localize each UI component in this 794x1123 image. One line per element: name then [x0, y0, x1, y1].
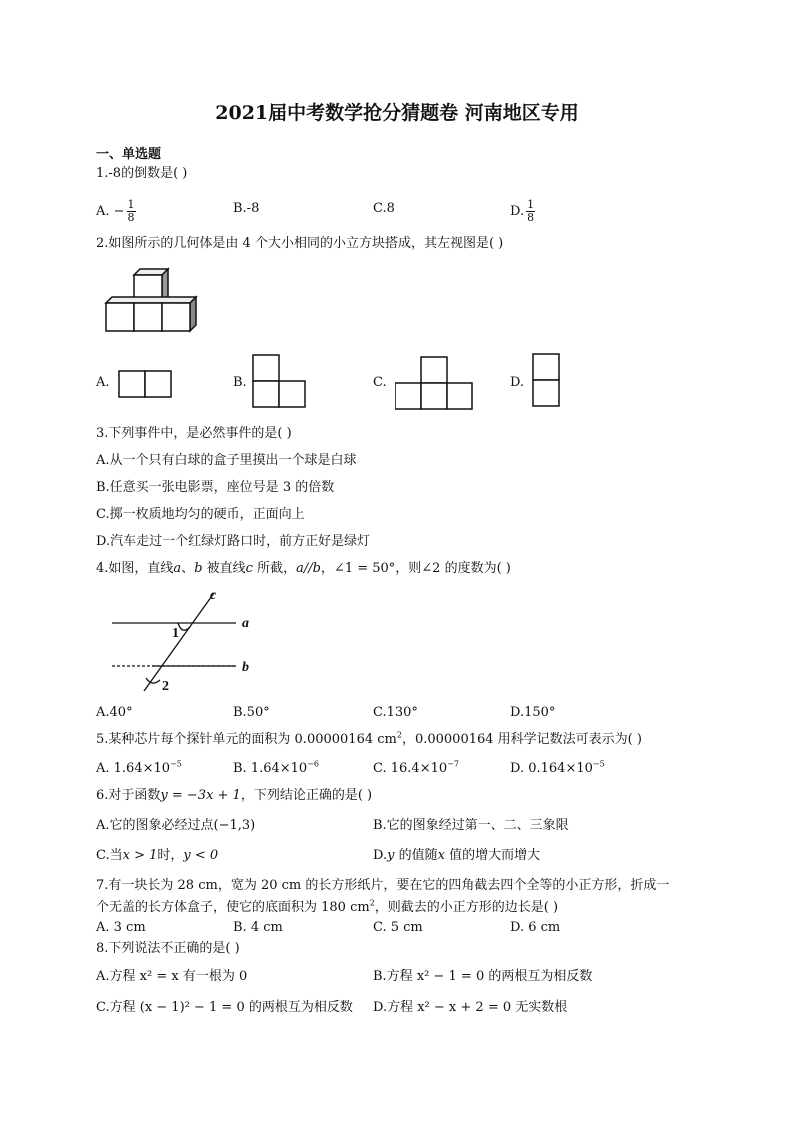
q2-option-c-view — [395, 356, 473, 410]
q5-option-a — [96, 761, 182, 777]
q2-option-a-label: A. — [96, 375, 110, 390]
q4-option-d: D.150° — [510, 705, 556, 720]
cube-solid-figure — [100, 265, 200, 335]
q6-d-part3: 值的增大而增大 — [444, 848, 541, 863]
q7-option-a: A. 3 cm — [96, 920, 146, 935]
q5-d-base: D. 0.164×10 — [510, 761, 593, 776]
q1-option-c: C.8 — [373, 201, 395, 216]
q7-option-c: C. 5 cm — [373, 920, 423, 935]
q5-a-exp: −5 — [170, 759, 182, 769]
q6-option-b: B.它的图象经过第一、二、三象限 — [373, 818, 569, 833]
q1-stem: 1.-8的倒数是( ) — [96, 166, 188, 181]
fig-label-angle2: 2 — [162, 679, 169, 694]
q7-stem-line2 — [96, 900, 558, 916]
q8-option-a: A.方程 x² = x 有一根为 0 — [96, 969, 248, 984]
q6-d-part1: D. — [373, 848, 388, 863]
q5-c-base: C. 16.4×10 — [373, 761, 448, 776]
q7-line2-part1: 个无盖的长方体盒子，使它的底面积为 180 cm — [96, 900, 370, 915]
q1-option-a — [96, 199, 136, 224]
q1-a-numerator: 1 — [127, 198, 135, 211]
q8-stem: 8.下列说法不正确的是( ) — [96, 941, 240, 956]
q4-var-a: a — [173, 561, 182, 576]
q6-d-part2: 的值随 — [394, 848, 438, 863]
q2-option-a-view — [118, 370, 172, 398]
parallel-lines-figure — [108, 585, 268, 695]
q3-option-b: B.任意买一张电影票，座位号是 3 的倍数 — [96, 480, 335, 495]
fig-label-c: c — [210, 588, 217, 603]
q2-option-d-view — [532, 353, 560, 407]
q2-option-b-label: B. — [233, 375, 247, 390]
q5-option-b — [233, 761, 319, 777]
q4-option-a: A.40° — [96, 705, 133, 720]
q2-option-d-label: D. — [510, 375, 525, 390]
q1-d-numerator: 1 — [527, 198, 535, 211]
q5-b-exp: −6 — [307, 759, 319, 769]
line-c — [144, 593, 214, 691]
q6-stem — [96, 788, 372, 804]
q5-stem-sup: 2 — [396, 730, 402, 740]
q4-stem-part3: 所截， — [252, 561, 297, 576]
q5-b-base: B. 1.64×10 — [233, 761, 308, 776]
q6-stem-part2: ，下列结论正确的是( ) — [240, 788, 373, 803]
fig-label-a: a — [242, 616, 249, 631]
q3-stem: 3.下列事件中，是必然事件的是( ) — [96, 426, 292, 441]
fig-label-angle1: 1 — [172, 626, 179, 641]
q6-option-c — [96, 848, 218, 864]
q6-c-part2: 时， — [157, 848, 184, 863]
q2-stem: 2.如图所示的几何体是由 4 个大小相同的小立方块搭成，其左视图是( ) — [96, 236, 504, 251]
q4-stem-part4: ，∠1 = 50°，则∠2 的度数为( ) — [320, 561, 511, 576]
q6-function: y = −3x + 1 — [160, 788, 241, 803]
q6-d-x: x — [437, 848, 445, 863]
q4-separator: 、 — [181, 561, 195, 576]
q5-stem-part1: 5.某种芯片每个探针单元的面积为 0.00000164 cm — [96, 732, 397, 747]
q5-option-c — [373, 761, 459, 777]
q4-option-b: B.50° — [233, 705, 270, 720]
q6-c-part1: C.当 — [96, 848, 123, 863]
q4-stem — [96, 561, 511, 577]
q5-d-exp: −5 — [592, 759, 605, 769]
q8-option-d: D.方程 x² − x + 2 = 0 无实数根 — [373, 1000, 568, 1015]
q6-d-y: y — [387, 848, 395, 863]
q3-option-d: D.汽车走过一个红绿灯路口时，前方正好是绿灯 — [96, 534, 371, 549]
q6-option-a: A.它的图象必经过点(−1,3) — [96, 818, 256, 833]
q1-option-a-prefix: A. − — [96, 204, 125, 219]
q1-option-d-prefix: D. — [510, 204, 525, 219]
q4-stem-part2: 被直线 — [202, 561, 246, 576]
q2-option-c-label: C. — [373, 375, 387, 390]
q7-line2-sup: 2 — [369, 898, 375, 908]
q4-stem-part1: 4.如图，直线 — [96, 561, 174, 576]
q4-var-b: b — [194, 561, 203, 576]
q4-parallel: a//b — [296, 561, 321, 576]
q5-stem-part2: ，0.00000164 用科学记数法可表示为( ) — [401, 732, 642, 747]
q6-c-condition: x > 1 — [122, 848, 158, 863]
q3-option-c: C.掷一枚质地均匀的硬币，正面向上 — [96, 507, 305, 522]
q7-stem-line1: 7.有一块长为 28 cm，宽为 20 cm 的长方形纸片，要在它的四角截去四个全等的小正方形，折成一 — [96, 878, 670, 893]
section-heading: 一、单选题 — [96, 147, 162, 162]
page-title: 2021届中考数学抢分猜题卷 河南地区专用 — [215, 102, 579, 124]
angle1-arc — [178, 623, 190, 630]
q5-stem — [96, 732, 642, 748]
q8-option-c: C.方程 (x − 1)² − 1 = 0 的两根互为相反数 — [96, 1000, 353, 1015]
q4-option-c: C.130° — [373, 705, 418, 720]
q5-c-exp: −7 — [447, 759, 459, 769]
q1-option-d — [510, 199, 535, 224]
fig-label-b: b — [242, 660, 249, 675]
q6-c-result: y < 0 — [183, 848, 219, 863]
q1-d-denominator: 8 — [527, 211, 535, 224]
q8-option-b: B.方程 x² − 1 = 0 的两根互为相反数 — [373, 969, 593, 984]
q1-option-d-fraction — [526, 199, 535, 224]
q6-stem-part1: 6.对于函数 — [96, 788, 161, 803]
q7-option-d: D. 6 cm — [510, 920, 561, 935]
q7-option-b: B. 4 cm — [233, 920, 283, 935]
q5-option-d — [510, 761, 605, 777]
q1-option-b: B.-8 — [233, 201, 260, 216]
q7-line2-part2: ，则截去的小正方形的边长是( ) — [374, 900, 559, 915]
q2-option-b-view — [252, 354, 306, 408]
q1-option-a-fraction — [127, 199, 136, 224]
q5-a-base: A. 1.64×10 — [96, 761, 171, 776]
q4-var-c: c — [245, 561, 253, 576]
q6-option-d — [373, 848, 540, 864]
q1-a-denominator: 8 — [127, 211, 135, 224]
q3-option-a: A.从一个只有白球的盒子里摸出一个球是白球 — [96, 453, 357, 468]
